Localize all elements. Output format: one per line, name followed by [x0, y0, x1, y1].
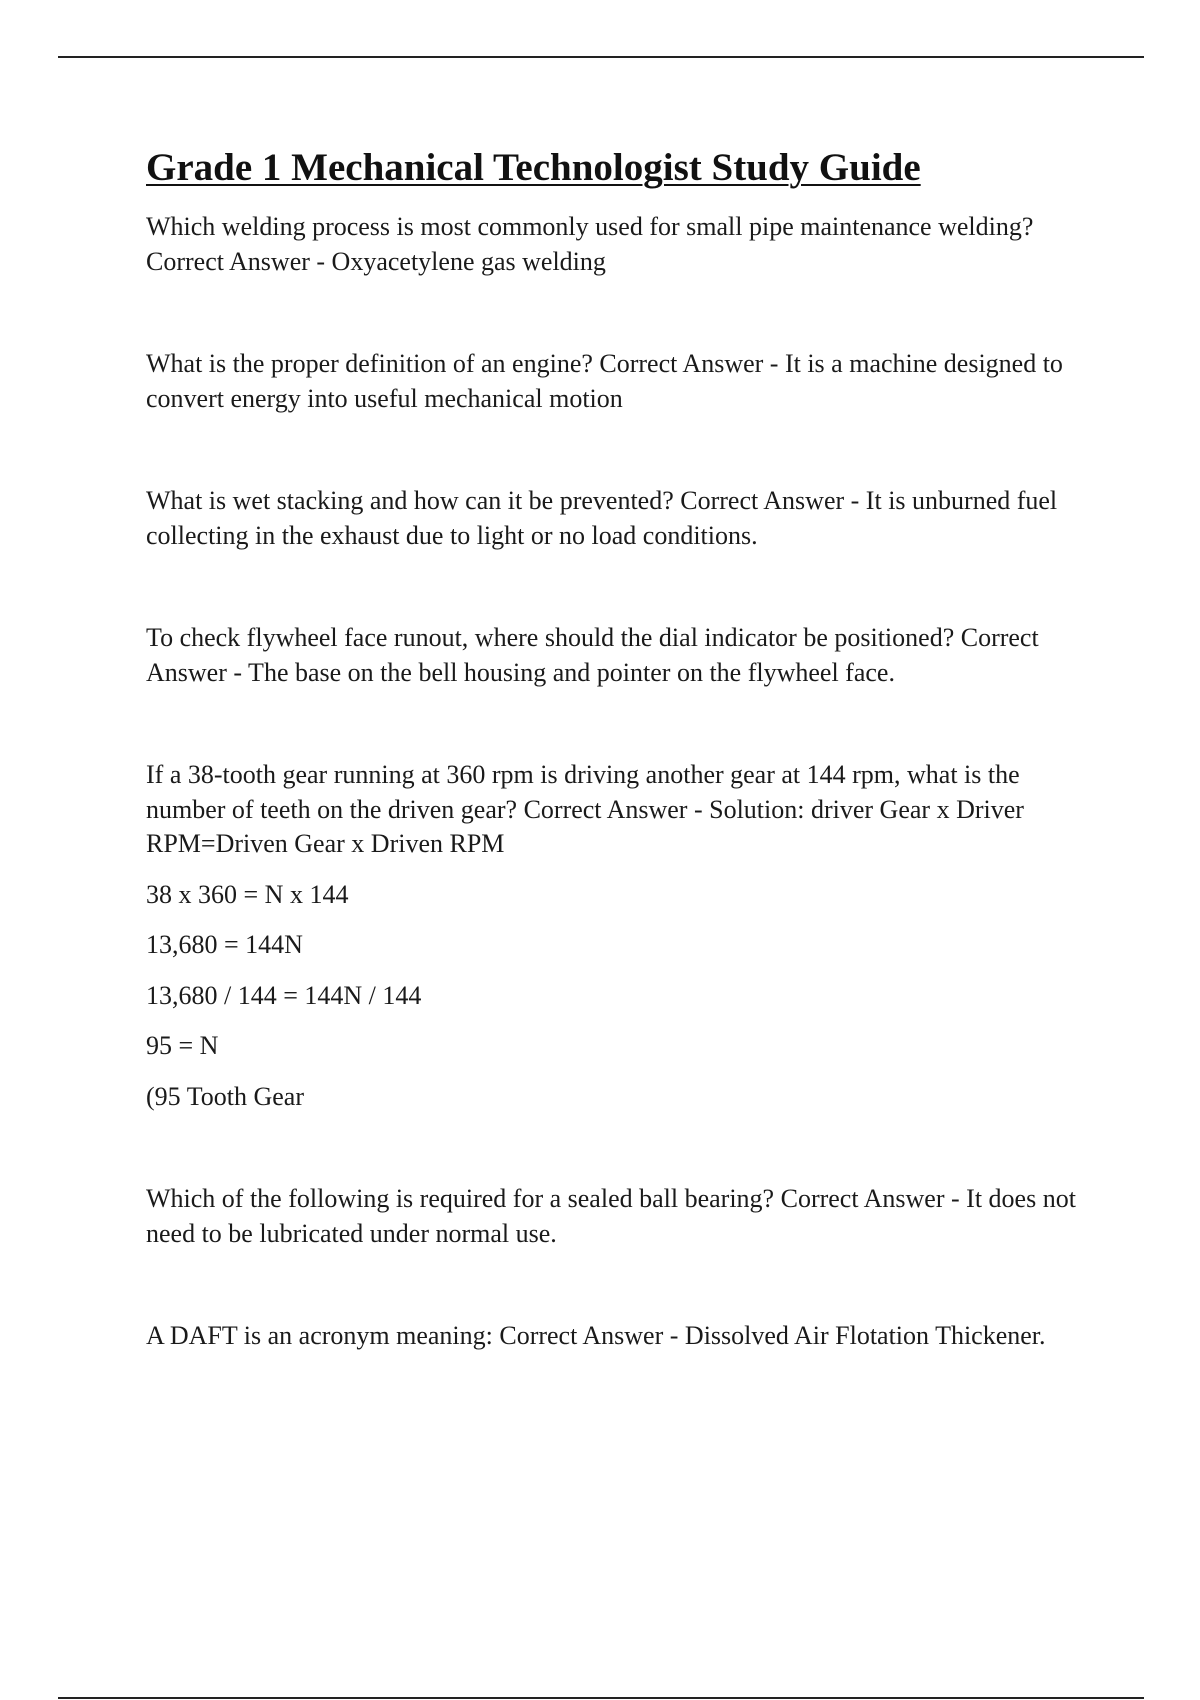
work-line: (95 Tooth Gear [146, 1081, 304, 1111]
qa-text: What is the proper definition of an engine? Correct Answer - It is a machine designed to convert energy into useful mechanical motion [146, 349, 1063, 413]
qa-entry [146, 484, 1091, 553]
work-line: 13,680 = 144N [146, 930, 303, 959]
qa-entry [146, 1182, 1091, 1251]
header-rule [58, 56, 1144, 58]
qa-entry [146, 347, 1091, 416]
qa-text: Which welding process is most commonly used for small pipe maintenance welding? Correct Answer - Oxyacetylene gas welding [146, 212, 1034, 276]
document-content [146, 142, 1091, 1422]
qa-entry [146, 1319, 1091, 1354]
work-line: 13,680 / 144 = 144N / 144 [146, 980, 422, 1010]
qa-text: Which of the following is required for a sealed ball bearing? Correct Answer - It does not need to be lubricated under normal use. [146, 1184, 1076, 1248]
document-title: Grade 1 Mechanical Technologist Study Guide [146, 146, 921, 189]
work-line: 95 = N [146, 1031, 219, 1060]
qa-text: If a 38-tooth gear running at 360 rpm is driving another gear at 144 rpm, what is the number of teeth on the driven gear? Correct Answer - Solution: driver Gear x Driver RPM=Driven Gear x Driven RPM [146, 760, 1024, 858]
qa-text: To check flywheel face runout, where should the dial indicator be positioned? Correct Answer - The base on the bell housing and pointer on the flywheel face. [146, 623, 1039, 687]
qa-entry-worked [146, 758, 1091, 1114]
qa-entry [146, 621, 1091, 690]
work-line: 38 x 360 = N x 144 [146, 879, 349, 909]
footer-rule [58, 1697, 1144, 1699]
qa-text: What is wet stacking and how can it be prevented? Correct Answer - It is unburned fuel collecting in the exhaust due to light or no load conditions. [146, 486, 1058, 550]
qa-entry [146, 210, 1091, 279]
qa-text: A DAFT is an acronym meaning: Correct Answer - Dissolved Air Flotation Thickener. [146, 1321, 1046, 1350]
